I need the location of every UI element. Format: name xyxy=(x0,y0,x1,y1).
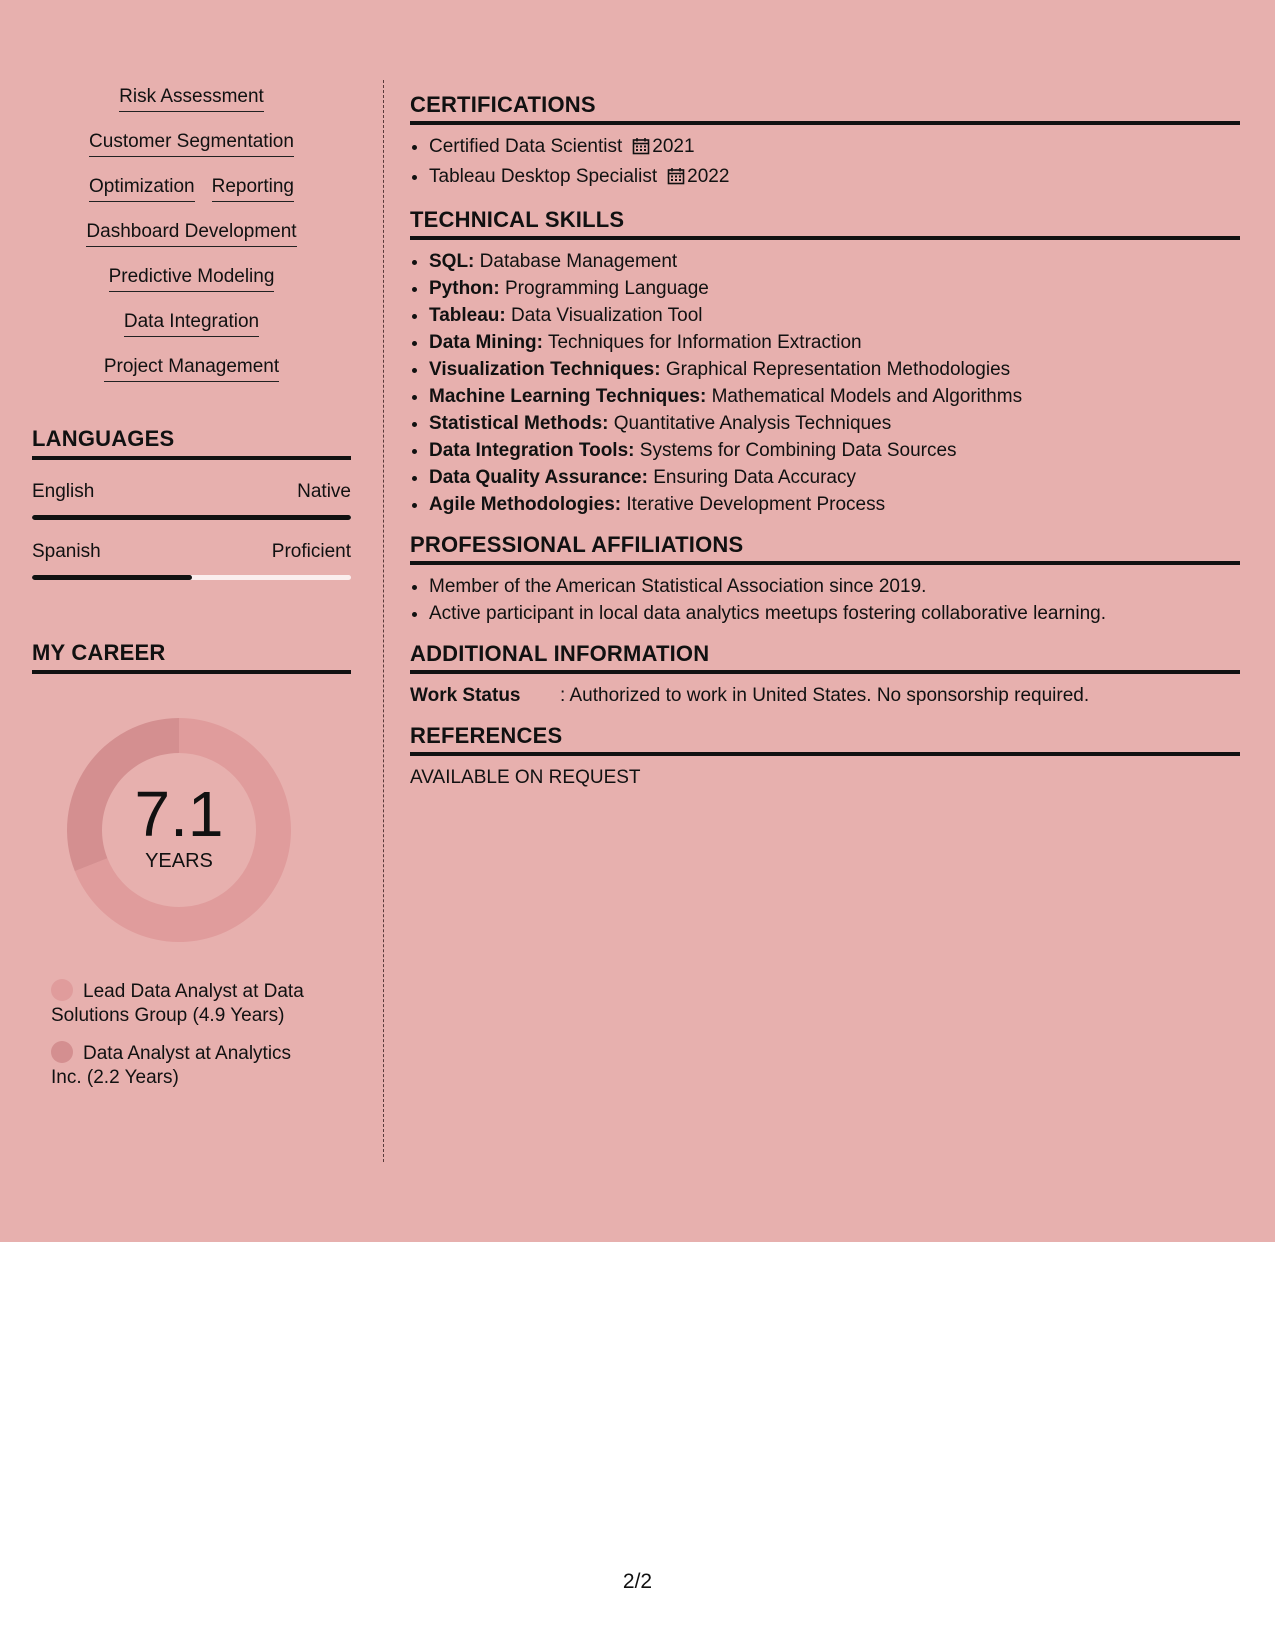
language-name: English xyxy=(32,481,95,502)
certification-item xyxy=(429,163,1240,193)
skill-tag: Risk Assessment xyxy=(119,85,264,112)
languages-heading: LANGUAGES xyxy=(32,426,351,460)
certification-year: 2022 xyxy=(687,166,730,187)
language-bar xyxy=(32,515,351,520)
certification-item xyxy=(429,133,1240,163)
legend-item xyxy=(51,1041,321,1090)
technical-skill-item xyxy=(429,437,1240,464)
additional-info-section xyxy=(410,641,1240,709)
donut-center xyxy=(66,717,292,943)
certification-name: Tableau Desktop Specialist xyxy=(429,166,658,187)
skill-label: Data Quality Assurance: xyxy=(429,467,648,488)
affiliation-item: • Member of the American Statistical Association since 2019. xyxy=(429,573,1240,600)
technical-skill-item xyxy=(429,383,1240,410)
skill-label: Data Mining: xyxy=(429,332,543,353)
skill-desc: Programming Language xyxy=(505,278,709,299)
certifications-section xyxy=(410,92,1240,193)
skill-label: Machine Learning Techniques: xyxy=(429,386,707,407)
languages-section xyxy=(32,426,351,580)
affiliations-section xyxy=(410,532,1240,627)
right-column xyxy=(410,92,1240,805)
skill-desc: Systems for Combining Data Sources xyxy=(639,440,957,461)
skill-desc: Techniques for Information Extraction xyxy=(547,332,862,353)
skill-desc: Data Visualization Tool xyxy=(511,305,703,326)
calendar-icon xyxy=(667,166,685,193)
skill-label: Agile Methodologies: xyxy=(429,494,622,515)
certification-name: Certified Data Scientist xyxy=(429,136,623,157)
page-number: 2/2 xyxy=(622,1570,653,1593)
technical-skills-section xyxy=(410,207,1240,518)
career-heading: MY CAREER xyxy=(32,640,351,674)
skill-desc: Mathematical Models and Algorithms xyxy=(711,386,1023,407)
technical-skill-item xyxy=(429,356,1240,383)
skill-tag: Predictive Modeling xyxy=(109,265,275,292)
legend-dot xyxy=(51,979,73,1001)
language-level: Native xyxy=(297,481,351,502)
skill-desc: Database Management xyxy=(479,251,678,272)
skill-tag: Optimization xyxy=(89,175,195,202)
legend-label: Lead Data Analyst at Data Solutions Group (4.9 Years) xyxy=(51,981,304,1026)
total-years-unit: YEARS xyxy=(145,850,213,872)
total-years-value: 7.1 xyxy=(134,778,224,850)
technical-skill-item xyxy=(429,491,1240,518)
calendar-icon xyxy=(632,136,650,163)
technical-skill-item xyxy=(429,329,1240,356)
references-section xyxy=(410,723,1240,791)
skill-row xyxy=(32,175,351,220)
skill-tag: Dashboard Development xyxy=(86,220,296,247)
language-bar xyxy=(32,575,351,580)
references-heading: REFERENCES xyxy=(410,723,1240,756)
technical-skills-heading: TECHNICAL SKILLS xyxy=(410,207,1240,240)
skill-row xyxy=(32,310,351,355)
language-item xyxy=(32,481,351,520)
references-text: AVAILABLE ON REQUEST xyxy=(410,767,641,788)
skill-desc: Iterative Development Process xyxy=(626,494,886,515)
skills-tags xyxy=(32,85,351,400)
language-bar-fill xyxy=(32,575,192,580)
skill-row xyxy=(32,220,351,265)
affiliations-heading: PROFESSIONAL AFFILIATIONS xyxy=(410,532,1240,565)
technical-skill-item xyxy=(429,275,1240,302)
technical-skill-item xyxy=(429,248,1240,275)
work-status-value: : Authorized to work in United States. No sponsorship required. xyxy=(560,685,1090,706)
work-status-label: Work Status xyxy=(410,685,521,706)
skill-desc: Ensuring Data Accuracy xyxy=(653,467,856,488)
career-donut-chart xyxy=(66,717,292,943)
skill-label: SQL: xyxy=(429,251,475,272)
language-level: Proficient xyxy=(271,541,351,562)
skill-row xyxy=(32,265,351,310)
certification-year: 2021 xyxy=(652,136,695,157)
skill-row xyxy=(32,355,351,400)
career-legend xyxy=(51,979,321,1090)
column-divider xyxy=(383,80,384,1162)
skill-desc: Quantitative Analysis Techniques xyxy=(613,413,892,434)
skill-tag: Customer Segmentation xyxy=(89,130,294,157)
technical-skill-item xyxy=(429,464,1240,491)
left-column xyxy=(32,85,351,1103)
skill-tag: Reporting xyxy=(212,175,294,202)
skill-label: Data Integration Tools: xyxy=(429,440,635,461)
legend-item xyxy=(51,979,321,1028)
work-status-row xyxy=(410,682,1240,709)
skill-label: Python: xyxy=(429,278,500,299)
language-item xyxy=(32,541,351,580)
legend-label: Data Analyst at Analytics Inc. (2.2 Years) xyxy=(51,1043,292,1088)
language-bar-fill xyxy=(32,515,351,520)
skill-label: Visualization Techniques: xyxy=(429,359,661,380)
legend-dot xyxy=(51,1041,73,1063)
skill-row xyxy=(32,130,351,175)
skill-tag: Project Management xyxy=(104,355,279,382)
skill-desc: Graphical Representation Methodologies xyxy=(665,359,1011,380)
affiliation-item: • Active participant in local data analytics meetups fostering collaborative learning. xyxy=(429,600,1240,627)
skill-row xyxy=(32,85,351,130)
skill-tag: Data Integration xyxy=(124,310,259,337)
technical-skill-item xyxy=(429,410,1240,437)
technical-skill-item xyxy=(429,302,1240,329)
skill-label: Tableau: xyxy=(429,305,506,326)
skill-label: Statistical Methods: xyxy=(429,413,609,434)
additional-info-heading: ADDITIONAL INFORMATION xyxy=(410,641,1240,674)
career-section xyxy=(32,640,351,1090)
language-name: Spanish xyxy=(32,541,101,562)
certifications-heading: CERTIFICATIONS xyxy=(410,92,1240,125)
